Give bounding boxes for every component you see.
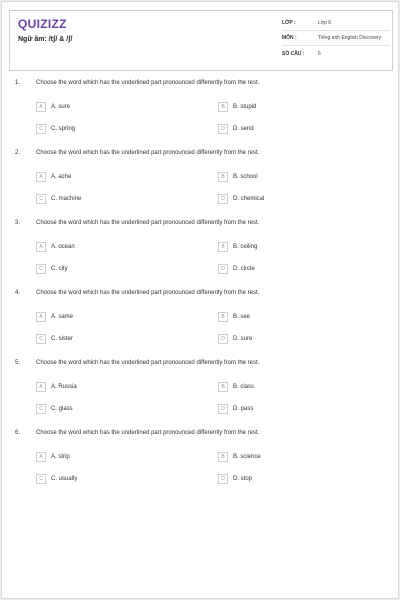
- option-text: C. glass: [51, 406, 73, 412]
- option-text: A. strip: [51, 454, 70, 460]
- option-text: B. stupid: [233, 104, 257, 110]
- option-c[interactable]: [36, 404, 73, 414]
- option-d[interactable]: [218, 404, 253, 414]
- option-text: D. circle: [233, 266, 255, 272]
- meta-value: Lớp 6: [318, 20, 332, 26]
- option-letter-box: C: [36, 194, 46, 204]
- question-text: Choose the word which has the underlined part pronounced differently from the rest.: [36, 80, 260, 86]
- option-letter-box: C: [36, 334, 46, 344]
- option-letter-box: A: [36, 452, 46, 462]
- option-text: C. spring: [51, 126, 76, 132]
- option-letter-box: C: [36, 124, 46, 134]
- question-6: [2, 430, 400, 490]
- option-c[interactable]: [36, 264, 68, 274]
- question-1: [2, 80, 400, 140]
- option-d[interactable]: [218, 334, 252, 344]
- option-b[interactable]: [218, 102, 256, 112]
- option-letter-box: D: [218, 194, 228, 204]
- option-a[interactable]: [36, 452, 70, 462]
- question-2: [2, 150, 400, 210]
- option-letter-box: B: [218, 452, 228, 462]
- option-letter-box: A: [36, 312, 46, 322]
- option-text: C. usually: [51, 476, 78, 482]
- option-text: B. see: [233, 314, 251, 320]
- option-c[interactable]: [36, 124, 75, 134]
- option-d[interactable]: [218, 474, 252, 484]
- question-3: [2, 220, 400, 280]
- option-text: B. science: [233, 454, 261, 460]
- option-letter-box: A: [36, 172, 46, 182]
- question-text: Choose the word which has the underlined part pronounced differently from the rest.: [36, 220, 260, 226]
- question-text: Choose the word which has the underlined part pronounced differently from the rest.: [36, 290, 260, 296]
- option-d[interactable]: [218, 264, 255, 274]
- worksheet-page: [1, 1, 399, 599]
- option-text: A. ocean: [51, 244, 75, 250]
- meta-row-class: [282, 16, 390, 31]
- option-letter-box: B: [218, 312, 228, 322]
- option-b[interactable]: [218, 452, 261, 462]
- option-letter-box: B: [218, 242, 228, 252]
- meta-row-count: [282, 46, 390, 61]
- option-letter-box: D: [218, 264, 228, 274]
- option-a[interactable]: [36, 172, 71, 182]
- meta-label: MÔN :: [282, 35, 297, 41]
- option-text: C. machine: [51, 196, 82, 202]
- question-number: 6.: [15, 430, 21, 436]
- option-text: D. stop: [233, 476, 253, 482]
- option-text: B. ceiling: [233, 244, 258, 250]
- quizizz-logo: QUIZIZZ: [18, 17, 67, 31]
- question-number: 5.: [15, 360, 21, 366]
- question-text: Choose the word which has the underlined part pronounced differently from the rest.: [36, 150, 260, 156]
- option-letter-box: A: [36, 242, 46, 252]
- option-b[interactable]: [218, 242, 257, 252]
- meta-value: Tiếng anh English Discovery: [318, 35, 382, 41]
- option-text: A. same: [51, 314, 74, 320]
- option-d[interactable]: [218, 124, 254, 134]
- option-d[interactable]: [218, 194, 264, 204]
- question-5: [2, 360, 400, 420]
- question-number: 3.: [15, 220, 21, 226]
- question-number: 1.: [15, 80, 21, 86]
- option-letter-box: D: [218, 404, 228, 414]
- option-letter-box: C: [36, 404, 46, 414]
- question-4: [2, 290, 400, 350]
- option-letter-box: C: [36, 474, 46, 484]
- option-a[interactable]: [36, 102, 70, 112]
- option-a[interactable]: [36, 382, 77, 392]
- option-letter-box: A: [36, 382, 46, 392]
- option-c[interactable]: [36, 194, 81, 204]
- option-text: D. chemical: [233, 196, 265, 202]
- option-text: A. ache: [51, 174, 72, 180]
- meta-info: [282, 16, 390, 61]
- option-letter-box: B: [218, 172, 228, 182]
- option-text: D. sure: [233, 336, 253, 342]
- option-a[interactable]: [36, 242, 75, 252]
- worksheet-header: [9, 10, 393, 71]
- option-letter-box: D: [218, 124, 228, 134]
- question-number: 2.: [15, 150, 21, 156]
- option-text: C. sister: [51, 336, 74, 342]
- quiz-title: Ngữ âm: /tʃ/ & /ʃ/: [18, 36, 73, 43]
- option-letter-box: B: [218, 382, 228, 392]
- option-text: D. pass: [233, 406, 254, 412]
- meta-label: SỐ CÂU :: [282, 50, 305, 57]
- meta-label: LỚP :: [282, 20, 296, 26]
- option-letter-box: D: [218, 334, 228, 344]
- question-text: Choose the word which has the underlined part pronounced differently from the rest.: [36, 360, 260, 366]
- option-text: A. sure: [51, 104, 71, 110]
- option-c[interactable]: [36, 474, 77, 484]
- option-b[interactable]: [218, 172, 258, 182]
- option-text: C. city: [51, 266, 68, 272]
- option-letter-box: B: [218, 102, 228, 112]
- meta-value: 6: [318, 50, 321, 57]
- option-letter-box: D: [218, 474, 228, 484]
- option-letter-box: A: [36, 102, 46, 112]
- question-text: Choose the word which has the underlined part pronounced differently from the rest.: [36, 430, 260, 436]
- option-b[interactable]: [218, 382, 254, 392]
- option-text: B. class: [233, 384, 255, 390]
- option-text: A. Russia: [51, 384, 77, 390]
- option-text: D. send: [233, 126, 254, 132]
- option-c[interactable]: [36, 334, 73, 344]
- meta-row-subject: [282, 31, 390, 46]
- option-a[interactable]: [36, 312, 73, 322]
- option-b[interactable]: [218, 312, 250, 322]
- question-number: 4.: [15, 290, 21, 296]
- option-text: B. school: [233, 174, 258, 180]
- option-letter-box: C: [36, 264, 46, 274]
